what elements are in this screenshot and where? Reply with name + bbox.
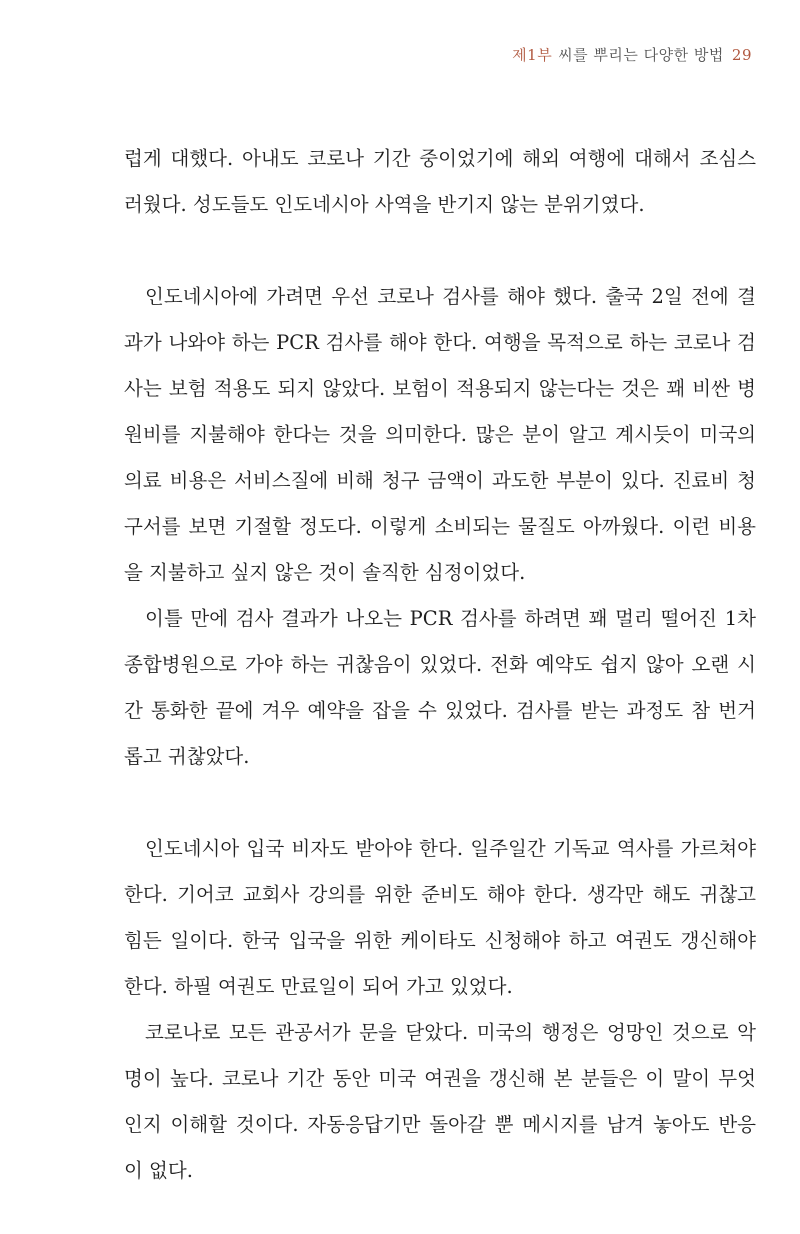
text-line: 힘든 일이다. 한국 입국을 위한 케이타도 신청해야 하고 여권도 갱신해야 — [124, 929, 756, 952]
text-line: 의료 비용은 서비스질에 비해 청구 금액이 과도한 부분이 있다. 진료비 청 — [124, 469, 756, 492]
text-line: 럽게 대했다. 아내도 코로나 기간 중이었기에 해외 여행에 대해서 조심스 — [124, 147, 756, 170]
paragraph-gap — [124, 228, 756, 274]
paragraph-5 — [124, 1010, 756, 1194]
text-line: 원비를 지불해야 한다는 것을 의미한다. 많은 분이 알고 계시듯이 미국의 — [124, 423, 756, 446]
text-line: 이 없다. — [124, 1159, 193, 1182]
text-line: 간 통화한 끝에 겨우 예약을 잡을 수 있었다. 검사를 받는 과정도 참 번거 — [124, 699, 756, 722]
text-line: 사는 보험 적용도 되지 않았다. 보험이 적용되지 않는다는 것은 꽤 비싼 병 — [124, 377, 756, 400]
text-line: 롭고 귀찮았다. — [124, 745, 250, 768]
text-line: 인지 이해할 것이다. 자동응답기만 돌아갈 뿐 메시지를 남겨 놓아도 반응 — [124, 1113, 756, 1136]
text-line: 한다. 하필 여권도 만료일이 되어 가고 있었다. — [124, 975, 513, 998]
paragraph-gap — [124, 780, 756, 826]
paragraph-1 — [124, 136, 756, 228]
text-line: 종합병원으로 가야 하는 귀찮음이 있었다. 전화 예약도 쉽지 않아 오랜 시 — [124, 653, 756, 676]
body-text — [124, 136, 756, 1194]
text-line: 인도네시아 입국 비자도 받아야 한다. 일주일간 기독교 역사를 가르쳐야 — [145, 837, 756, 860]
paragraph-4 — [124, 826, 756, 1010]
text-line: 한다. 기어코 교회사 강의를 위한 준비도 해야 한다. 생각만 해도 귀찮고 — [124, 883, 756, 906]
text-line: 인도네시아에 가려면 우선 코로나 검사를 해야 했다. 출국 2일 전에 결 — [145, 285, 756, 308]
page-number: 29 — [731, 46, 752, 64]
text-line: 명이 높다. 코로나 기간 동안 미국 여권을 갱신해 본 분들은 이 말이 무엇 — [124, 1067, 756, 1090]
text-line: 코로나로 모든 관공서가 문을 닫았다. 미국의 행정은 엉망인 것으로 악 — [145, 1021, 756, 1044]
text-line: 구서를 보면 기절할 정도다. 이렇게 소비되는 물질도 아까웠다. 이런 비용 — [124, 515, 756, 538]
paragraph-3 — [124, 596, 756, 780]
part-label: 제1부 — [512, 46, 553, 64]
chapter-title: 씨를 뿌리는 다양한 방법 — [558, 46, 724, 64]
text-line: 이틀 만에 검사 결과가 나오는 PCR 검사를 하려면 꽤 멀리 떨어진 1차 — [145, 607, 756, 630]
text-line: 러웠다. 성도들도 인도네시아 사역을 반기지 않는 분위기였다. — [124, 193, 645, 216]
text-line: 을 지불하고 싶지 않은 것이 솔직한 심정이었다. — [124, 561, 526, 584]
running-header — [512, 44, 752, 65]
text-line: 과가 나와야 하는 PCR 검사를 해야 한다. 여행을 목적으로 하는 코로나 검 — [124, 331, 756, 354]
paragraph-2 — [124, 274, 756, 596]
